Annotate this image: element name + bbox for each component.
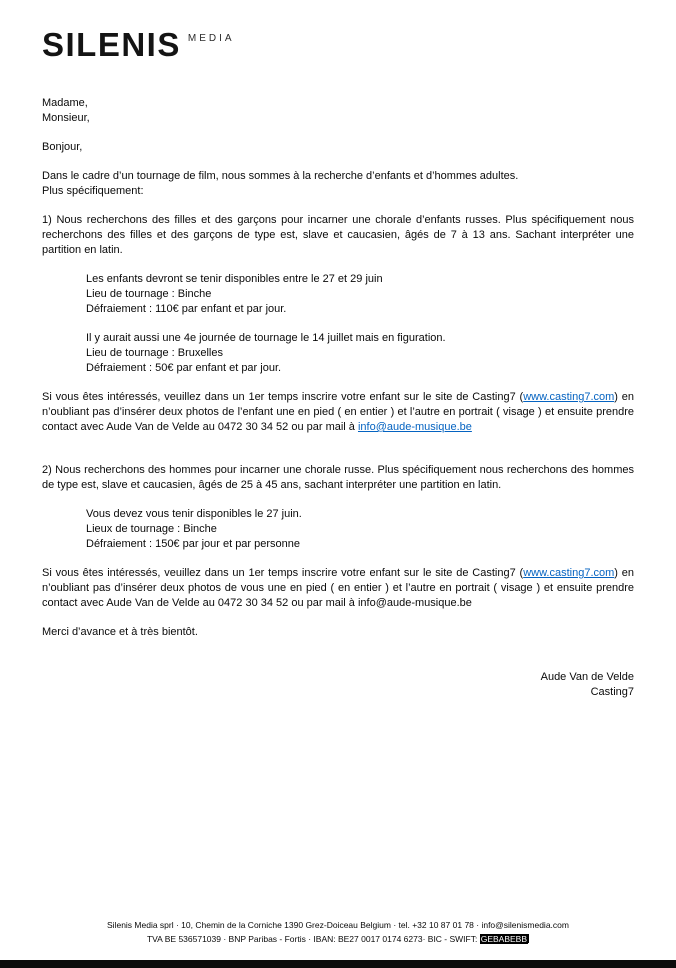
casting7-link-2[interactable]: www.casting7.com [523, 567, 615, 579]
signature-block [42, 670, 634, 700]
detail-line: Les enfants devront se tenir disponibles entre le 27 et 29 juin [86, 273, 383, 285]
cta-paragraph-1 [42, 390, 634, 435]
detail-line: Lieux de tournage : Binche [86, 523, 217, 535]
section1-details-2 [42, 331, 634, 376]
salutation-block [42, 96, 634, 126]
detail-line: Il y aurait aussi une 4e journée de tournage le 14 juillet mais en figuration. [86, 332, 446, 344]
text-cursor [528, 934, 529, 943]
intro-line-1: Dans le cadre d’un tournage de film, nous sommes à la recherche d’enfants et d’hommes adultes. [42, 170, 519, 182]
cta-paragraph-2 [42, 566, 634, 611]
section1-details-1 [42, 272, 634, 317]
section1-paragraph: 1) Nous recherchons des filles et des garçons pour incarner une chorale d’enfants russes. Plus spécifiquement nous recherchons des filles et des garçons de type est, slave et caucasien, âgés de 7 à 13 ans. Sachant interpréter une partition en latin. [42, 214, 634, 256]
greeting: Bonjour, [42, 141, 83, 153]
intro-block [42, 169, 634, 199]
company-logo [42, 26, 634, 64]
email-link-1[interactable]: info@aude-musique.be [357, 421, 472, 433]
section2-paragraph: 2) Nous recherchons des hommes pour incarner une chorale russe. Plus spécifiquement nous recherchons des hommes de type est, slave et caucasien, âgés de 25 à 45 ans, sachant interpréter une partition en latin. [42, 464, 634, 491]
page-footer [0, 919, 676, 946]
footer-line-2 [0, 933, 676, 947]
closing-line: Merci d’avance et à très bientôt. [42, 626, 198, 638]
logo-sub-text: MEDIA [187, 33, 235, 44]
detail-line: Défraiement : 150€ par jour et par personne [86, 538, 301, 550]
section2-details [42, 507, 634, 552]
cta2-text-1: Si vous êtes intéressés, veuillez dans un 1er temps inscrire votre enfant sur le site de Casting7 ( [42, 567, 524, 579]
casting7-link-1[interactable]: www.casting7.com [523, 391, 615, 403]
footer-line-2-text: TVA BE 536571039 · BNP Paribas - Fortis · IBAN: BE27 0017 0174 6273· BIC - SWIFT: [146, 933, 480, 944]
footer-line-1: Silenis Media sprl · 10, Chemin de la Corniche 1390 Grez-Doiceau Belgium · tel. +32 10 87 01 78 · info@silenismedia.com [107, 920, 569, 930]
salutation-line-2: Monsieur, [42, 112, 90, 124]
cta1-text-2: ) en n’oubliant pas d’insérer deux photos de l’enfant une en pied ( en entier ) et l’autre en portrait ( visage ) et ensuite prendre contact avec Aude Van de Velde au 0472 30 34 52 ou par mail à [42, 391, 634, 433]
cta2-text-2: ) en n’oubliant pas d’insérer deux photos de vous une en pied ( en entier ) et l’autre en portrait ( visage ) et ensuite prendre contact avec Aude Van de Velde au 0472 30 34 52 ou par mail à info@aude-musique.be [42, 567, 634, 609]
detail-line: Défraiement : 110€ par enfant et par jour. [86, 303, 287, 315]
selected-text: GEBABEBB [480, 933, 528, 944]
detail-line: Lieu de tournage : Binche [86, 288, 212, 300]
page-bottom-edge [0, 960, 676, 968]
cta1-text-1: Si vous êtes intéressés, veuillez dans un 1er temps inscrire votre enfant sur le site de Casting7 ( [42, 391, 524, 403]
letter-body [42, 96, 634, 700]
detail-line: Vous devez vous tenir disponibles le 27 juin. [86, 508, 302, 520]
logo-brand-text: SILENIS [42, 26, 181, 63]
intro-line-2: Plus spécifiquement: [42, 185, 144, 197]
detail-line: Défraiement : 50€ par enfant et par jour. [86, 362, 282, 374]
salutation-line-1: Madame, [42, 97, 88, 109]
signature-company: Casting7 [590, 686, 634, 698]
detail-line: Lieu de tournage : Bruxelles [86, 347, 223, 359]
signature-name: Aude Van de Velde [540, 671, 634, 683]
